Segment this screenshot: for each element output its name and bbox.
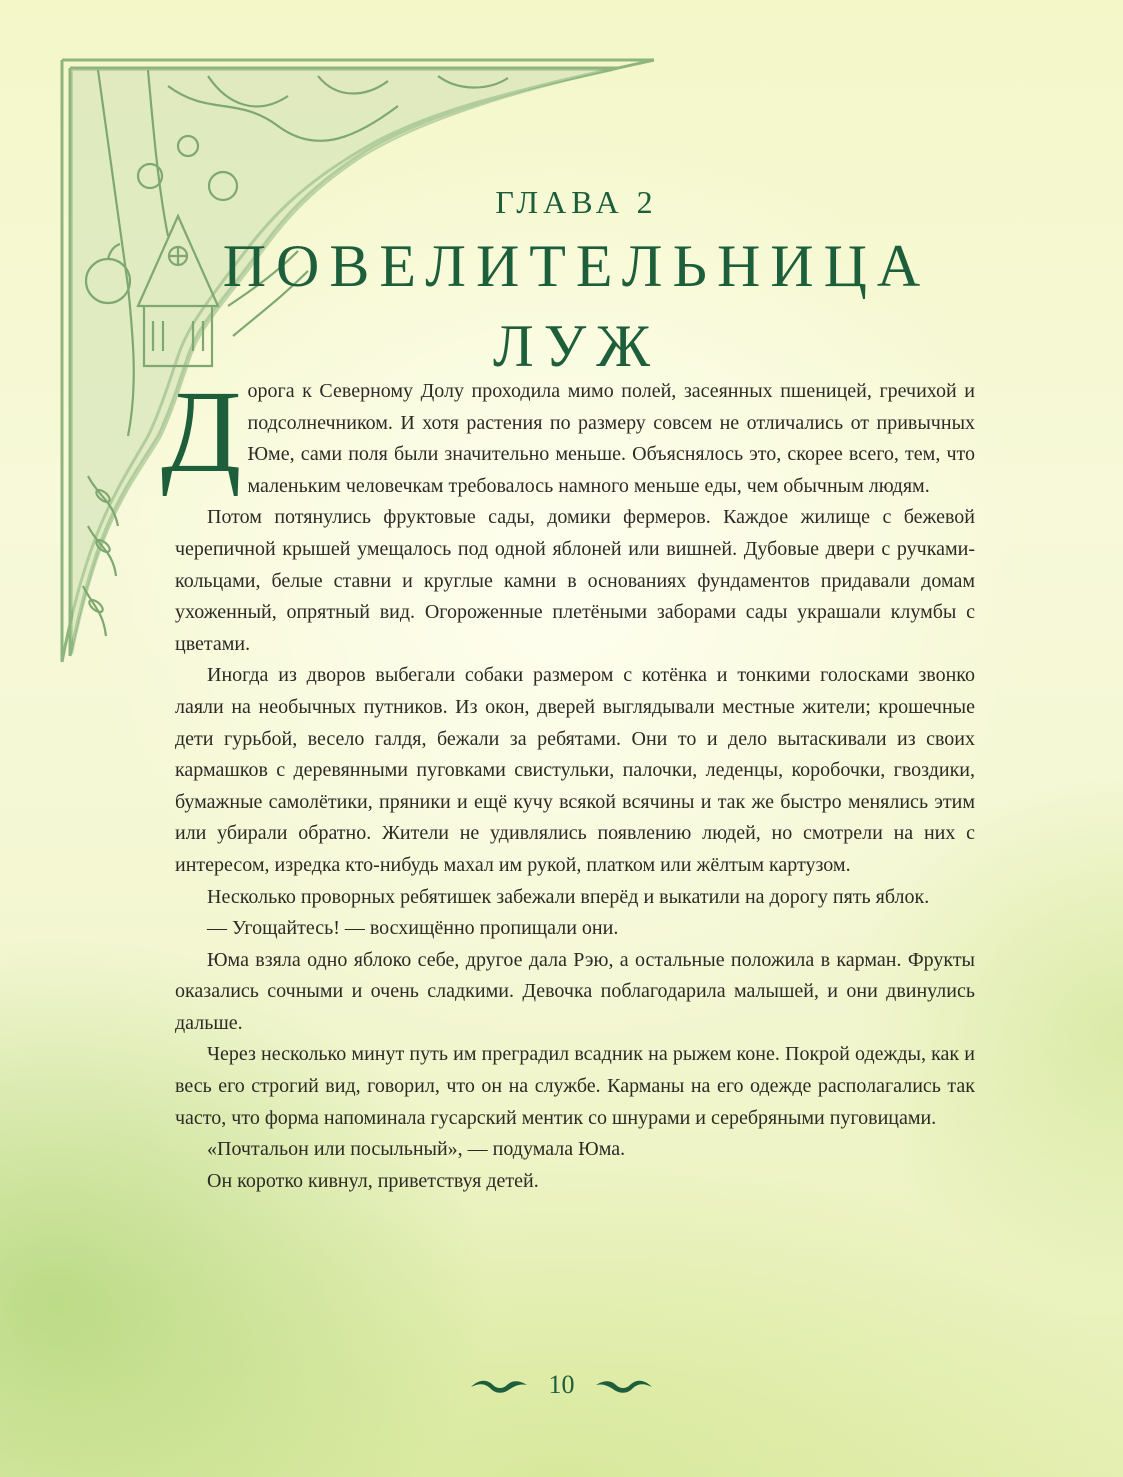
page-number: 10 bbox=[548, 1370, 575, 1399]
paragraph-2: Потом потянулись фруктовые сады, домики фермеров. Каждое жилище с бежевой черепичной крышей умещалось под одной яблоней или вишней. Дубовые двери с ручками-кольцами, белые ставни и круглые камни в основаниях фундаментов придавали домам ухоженный, опрятный вид. Огороженные плетёными заборами сады украшали клумбы с цветами. bbox=[175, 506, 975, 655]
paragraph-3: Иногда из дворов выбегали собаки размером с котёнка и тонкими голосками звонко лаяли на необычных путников. Из окон, дверей выглядывали местные жители; крошечные дети гурьбой, весело галдя, бежали за ребятами. Они то и дело вытаскивали из своих кармашков с деревянными пуговками свистульки, палочки, леденцы, коробочки, гвоздики, бумажные самолётики, пряники и ещё кучу всякой всячины и так же быстро менялись этим или убирали обратно. Жители не удивлялись появлению людей, но смотрели на них с интересом, изредка кто-нибудь махал им рукой, платком или жёлтым картузом. bbox=[175, 664, 975, 876]
chapter-title-line-1: ПОВЕЛИТЕЛЬНИЦА bbox=[222, 233, 931, 299]
chapter-title bbox=[0, 226, 1123, 386]
drop-cap-letter: Д bbox=[161, 366, 242, 497]
paragraph-1 bbox=[161, 366, 975, 502]
chapter-title-line-2: ЛУЖ bbox=[493, 313, 660, 379]
paragraph-6: Юма взяла одно яблоко себе, другое дала Рэю, а остальные положила в карман. Фрукты оказались сочными и очень сладкими. Девочка поблагодарила малышей, и они двинулись дальше. bbox=[175, 948, 975, 1034]
paragraph-1-text: орога к Северному Долу проходила мимо полей, засеянных пшеницей, гречихой и подсолнечником. И хотя растения по размеру совсем не отличались от привычных Юме, сами поля были значительно меньше. Объяснялось это, скорее всего, тем, что маленьким человечкам требовалось намного меньше еды, чем обычным людям. bbox=[247, 380, 975, 497]
paragraph-5: — Угощайтесь! — восхищённо пропищали они. bbox=[207, 917, 619, 940]
page-footer bbox=[0, 1370, 1123, 1410]
paragraph-8: «Почтальон или посыльный», — подумала Юма. bbox=[207, 1138, 626, 1161]
chapter-number: ГЛАВА 2 bbox=[495, 184, 658, 220]
left-swirl-icon bbox=[469, 1375, 529, 1395]
right-swirl-icon bbox=[594, 1375, 654, 1395]
paragraph-4: Несколько проворных ребятишек забежали вперёд и выкатили на дорогу пять яблок. bbox=[207, 885, 930, 908]
paragraph-9: Он коротко кивнул, приветствуя детей. bbox=[207, 1169, 539, 1192]
paragraph-7: Через несколько минут путь им преградил всадник на рыжем коне. Покрой одежды, как и весь его строгий вид, говорил, что он на службе. Карманы на его одежде располагались так часто, что форма напоминала гусарский ментик со шнурами и серебряными пуговицами. bbox=[175, 1043, 975, 1129]
chapter-body bbox=[161, 366, 975, 1197]
